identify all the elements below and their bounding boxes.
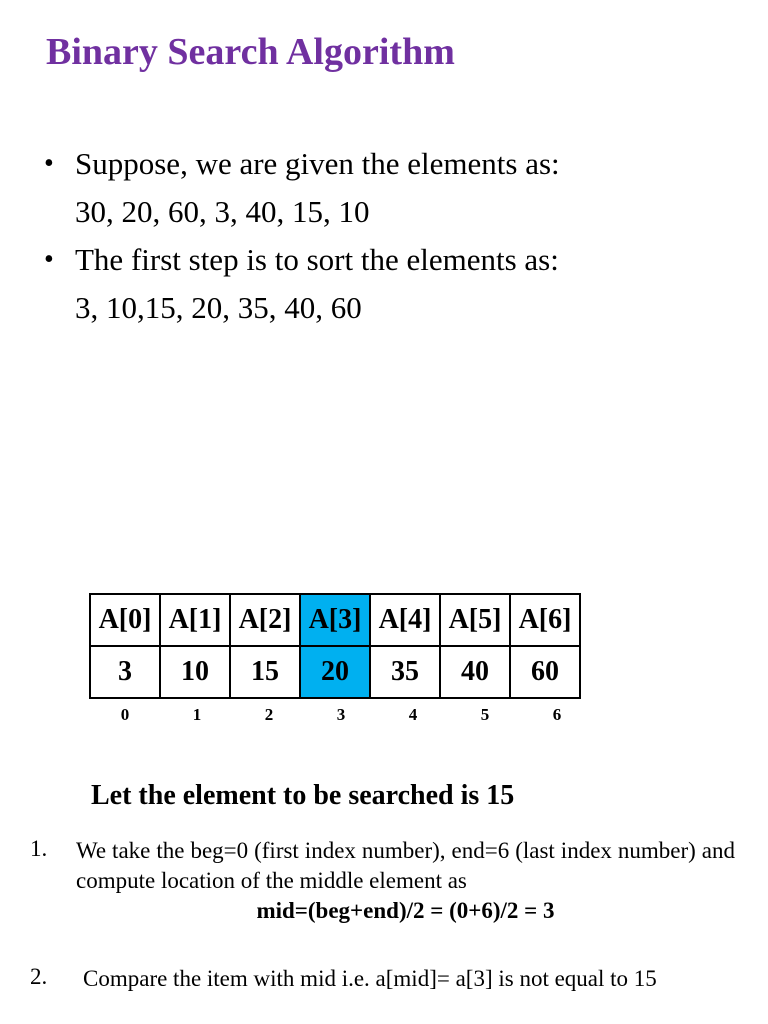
- index-label: 1: [192, 705, 202, 724]
- index-label: 6: [552, 705, 562, 724]
- array-header-cell: A[2]: [230, 594, 300, 646]
- array-table: [89, 593, 581, 699]
- index-label: 4: [408, 705, 418, 724]
- array-value-cell: 10: [160, 646, 230, 698]
- array-header-cell: A[5]: [440, 594, 510, 646]
- bullet-icon: •: [44, 148, 54, 179]
- step-number: 1.: [30, 836, 48, 861]
- array-value-row: [90, 646, 580, 698]
- bullet-text: 3, 10,15, 20, 35, 40, 60: [75, 290, 362, 325]
- index-label: 0: [120, 705, 130, 724]
- index-label: 3: [336, 705, 346, 724]
- index-label: 2: [264, 705, 274, 724]
- array-value-cell: 35: [370, 646, 440, 698]
- step-item: [30, 836, 735, 896]
- array-value-cell: 15: [230, 646, 300, 698]
- slide-title: Binary Search Algorithm: [46, 31, 455, 73]
- step-text: Compare the item with mid i.e. a[mid]= a[3] is not equal to 15: [83, 966, 657, 991]
- array-header-cell: A[0]: [90, 594, 160, 646]
- index-label: 5: [480, 705, 490, 724]
- search-statement: Let the element to be searched is 15: [91, 780, 515, 811]
- array-header-row: [90, 594, 580, 646]
- bullet-text: The first step is to sort the elements as:: [75, 242, 559, 277]
- bullet-list: [44, 140, 744, 332]
- array-value-cell: 60: [510, 646, 580, 698]
- array-value-cell-highlighted: 20: [300, 646, 370, 698]
- index-row: [89, 705, 593, 725]
- step-text: We take the beg=0 (first index number), end=6 (last index number) and compute location of the middle element as: [76, 838, 735, 893]
- bullet-text: Suppose, we are given the elements as:: [75, 146, 560, 181]
- step-list: [30, 836, 735, 994]
- step-number: 2.: [30, 964, 48, 989]
- array-header-cell-highlighted: A[3]: [300, 594, 370, 646]
- array-value-cell: 3: [90, 646, 160, 698]
- bullet-text: 30, 20, 60, 3, 40, 15, 10: [75, 194, 370, 229]
- array-header-cell: A[6]: [510, 594, 580, 646]
- bullet-icon: •: [44, 244, 54, 275]
- array-header-cell: A[4]: [370, 594, 440, 646]
- array-header-cell: A[1]: [160, 594, 230, 646]
- step-item: [30, 964, 735, 994]
- step-formula: mid=(beg+end)/2 = (0+6)/2 = 3: [256, 898, 555, 923]
- bullet-item: [44, 140, 744, 236]
- array-value-cell: 40: [440, 646, 510, 698]
- bullet-item: [44, 236, 744, 332]
